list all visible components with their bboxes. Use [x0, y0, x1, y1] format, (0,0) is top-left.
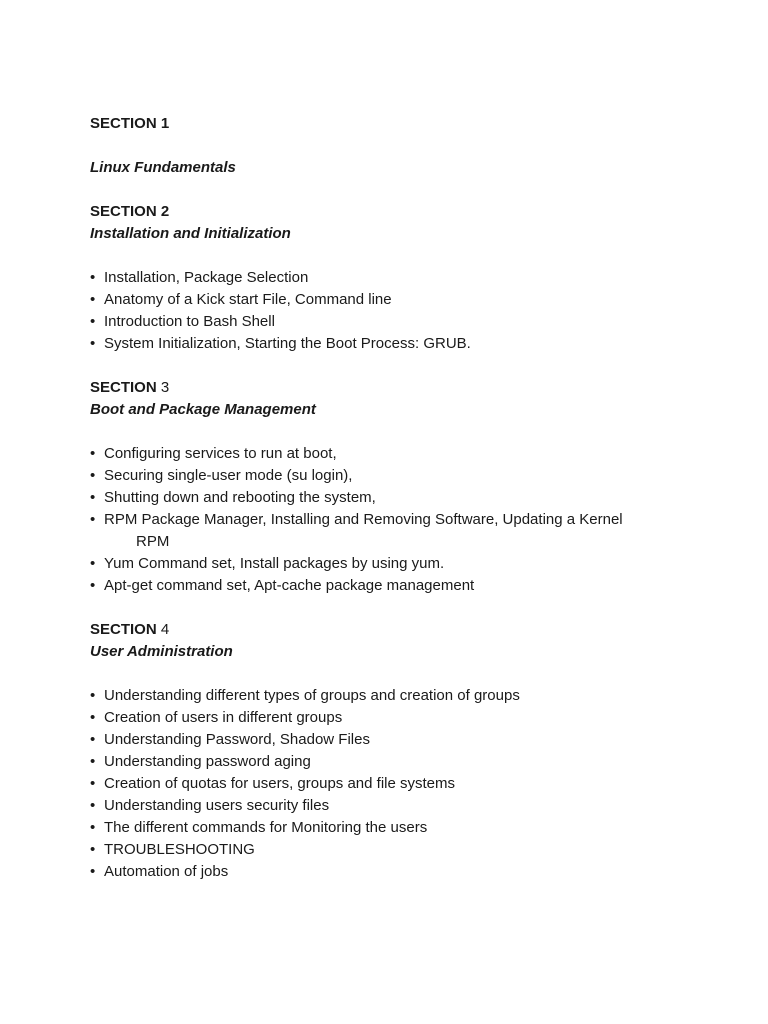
- section-3-title: Boot and Package Management: [90, 401, 316, 418]
- list-item: • Understanding users security files: [90, 797, 330, 814]
- list-item: • Creation of users in different groups: [90, 709, 343, 726]
- section-4-heading: SECTION 4: [90, 621, 170, 638]
- list-item: • Understanding different types of groups and creation of groups: [90, 687, 520, 704]
- list-item: • Securing single-user mode (su login),: [90, 467, 353, 484]
- list-item: • The different commands for Monitoring the users: [90, 819, 428, 836]
- section-4-title: User Administration: [90, 643, 233, 660]
- list-item: • System Initialization, Starting the Boot Process: GRUB.: [90, 335, 471, 352]
- document-page: [90, 113, 678, 883]
- list-item: • Introduction to Bash Shell: [90, 313, 275, 330]
- list-item: • Shutting down and rebooting the system,: [90, 489, 376, 506]
- section-3-heading: SECTION 3: [90, 379, 170, 396]
- section-2-list: [90, 267, 678, 355]
- section-2-title: Installation and Initialization: [90, 225, 291, 242]
- section-4-list: [90, 685, 678, 883]
- list-item: • Installation, Package Selection: [90, 269, 309, 286]
- section-3-list: [90, 443, 678, 597]
- list-item: • Configuring services to run at boot,: [90, 445, 337, 462]
- list-item: • Creation of quotas for users, groups and file systems: [90, 775, 456, 792]
- list-item: • Yum Command set, Install packages by using yum.: [90, 555, 445, 572]
- list-item: • Understanding Password, Shadow Files: [90, 731, 370, 748]
- section-1-title: Linux Fundamentals: [90, 159, 236, 176]
- list-item: • RPM Package Manager, Installing and Removing Software, Updating a Kernel RPM: [90, 511, 623, 550]
- section-1-heading: SECTION 1: [90, 115, 170, 132]
- list-item: • TROUBLESHOOTING: [90, 841, 255, 858]
- list-item: • Understanding password aging: [90, 753, 311, 770]
- list-item: • Apt-get command set, Apt-cache package management: [90, 577, 475, 594]
- list-item: • Anatomy of a Kick start File, Command line: [90, 291, 392, 308]
- section-2-heading: SECTION 2: [90, 203, 170, 220]
- list-item: • Automation of jobs: [90, 863, 229, 880]
